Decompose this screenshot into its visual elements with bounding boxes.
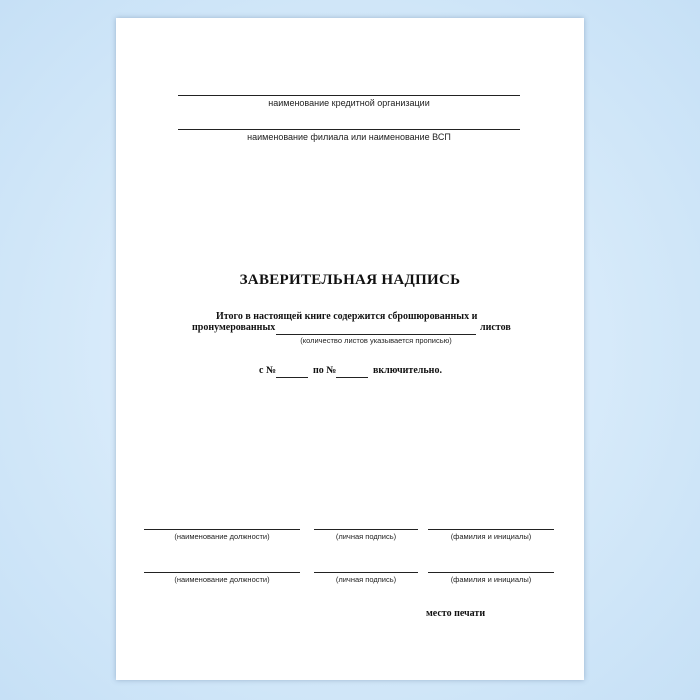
text-line-2-start: пронумерованных: [192, 322, 276, 333]
range-suffix: включительно.: [373, 365, 442, 376]
range-to-label: по №: [313, 365, 337, 376]
range-from-label: с №: [259, 365, 276, 376]
range-from-line: [276, 377, 308, 378]
stamp-place-label: место печати: [426, 608, 486, 619]
text-line-1: Итого в настоящей книге содержится сброшюрованных и: [216, 311, 478, 322]
signature-caption-1: (личная подпись): [335, 532, 397, 541]
name-line-2: [428, 572, 554, 573]
signature-caption-2: (личная подпись): [335, 575, 397, 584]
signature-line-1: [314, 529, 418, 530]
text-line-2-end: листов: [480, 322, 511, 333]
signature-line-2: [314, 572, 418, 573]
position-caption-1: (наименование должности): [174, 532, 270, 541]
sheets-count-caption: (количество листов указывается прописью): [300, 336, 452, 345]
sheets-count-line: [276, 334, 476, 335]
branch-caption: наименование филиала или наименование ВСП: [247, 132, 451, 142]
org-caption: наименование кредитной организации: [268, 98, 430, 108]
position-line-1: [144, 529, 300, 530]
branch-name-line: [178, 129, 520, 130]
org-name-line: [178, 95, 520, 96]
range-to-line: [336, 377, 368, 378]
document-page: [116, 18, 584, 680]
document-title: ЗАВЕРИТЕЛЬНАЯ НАДПИСЬ: [239, 272, 461, 288]
position-line-2: [144, 572, 300, 573]
name-caption-2: (фамилия и инициалы): [450, 575, 532, 584]
name-line-1: [428, 529, 554, 530]
name-caption-1: (фамилия и инициалы): [450, 532, 532, 541]
position-caption-2: (наименование должности): [174, 575, 270, 584]
